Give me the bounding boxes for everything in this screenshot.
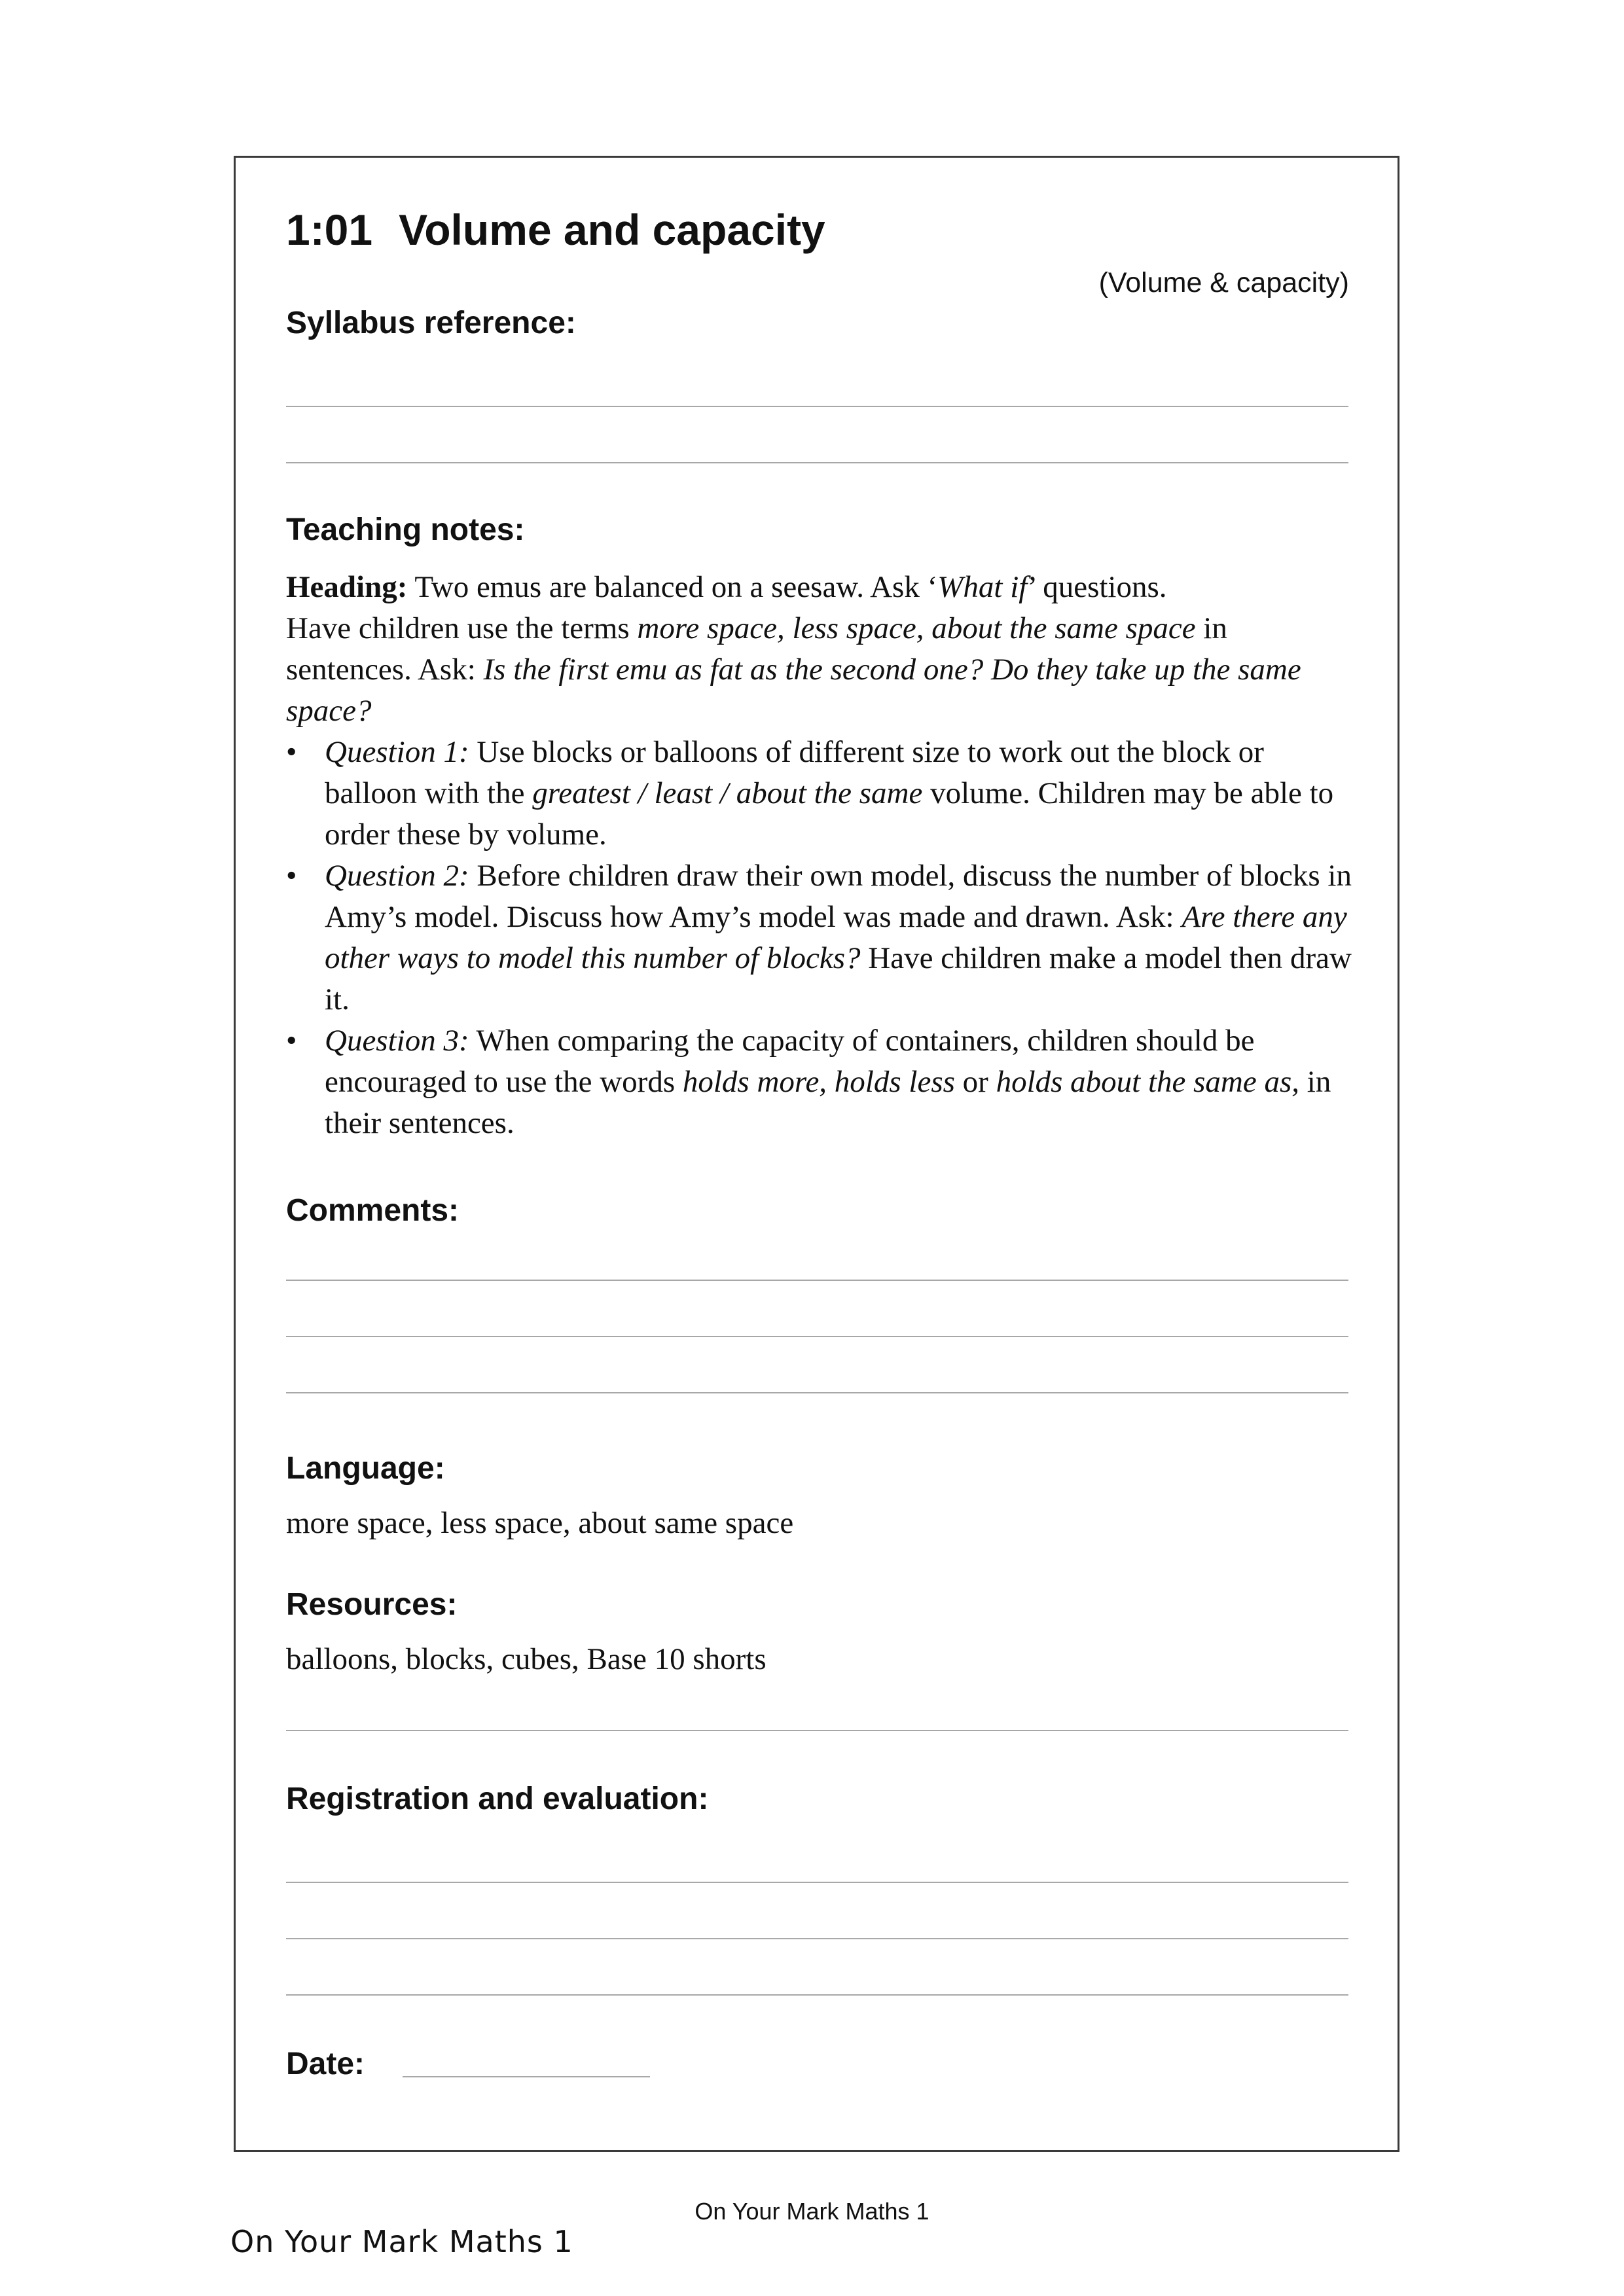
question-1-note: • Question 1: Use blocks or balloons of different size to work out the block or balloon with the greatest / least / about the same volume. Children may be able to order these by volume. xyxy=(286,732,1360,855)
language-text: more space, less space, about same space xyxy=(286,1506,794,1540)
footer-left: On Your Mark Maths 1 xyxy=(230,2224,573,2259)
comments-line-2 xyxy=(286,1336,1348,1337)
registration-line-3 xyxy=(286,1994,1348,1996)
teaching-notes-heading: Teaching notes: xyxy=(286,512,525,547)
language-heading: Language: xyxy=(286,1451,445,1486)
date-heading: Date: xyxy=(286,2047,365,2081)
registration-heading: Registration and evaluation: xyxy=(286,1782,709,1816)
resources-heading: Resources: xyxy=(286,1587,458,1622)
lesson-title: Volume and capacity xyxy=(399,206,825,254)
bullet-icon: • xyxy=(286,859,297,893)
footer-center: On Your Mark Maths 1 xyxy=(695,2198,929,2225)
bullet-icon: • xyxy=(286,1024,297,1058)
bullet-icon: • xyxy=(286,735,297,769)
date-line xyxy=(403,2076,650,2077)
syllabus-line-2 xyxy=(286,462,1348,463)
comments-line-3 xyxy=(286,1392,1348,1393)
teaching-notes-body xyxy=(286,567,1360,1144)
comments-heading: Comments: xyxy=(286,1193,460,1228)
notes-intro: Have children use the terms more space, less space, about the same space in sentences. Ask: Is the first emu as fat as the second one? Do they take up the same space? xyxy=(286,611,1301,728)
topic-label: (Volume & capacity) xyxy=(1098,267,1349,298)
question-3-note: • Question 3: When comparing the capacity of containers, children should be encouraged to use the words holds more, holds less or holds about the same as, in their sentences. xyxy=(286,1020,1360,1144)
registration-line-1 xyxy=(286,1882,1348,1883)
question-2-note: • Question 2: Before children draw their own model, discuss the number of blocks in Amy’s model. Discuss how Amy’s model was made and drawn. Ask: Are there any other ways to model this number of blocks? Have children make a model then draw it. xyxy=(286,855,1360,1020)
question-list xyxy=(286,732,1360,1144)
lesson-number: 1:01 xyxy=(286,206,373,254)
notes-heading-line: Heading: Two emus are balanced on a seesaw. Ask ‘What if’ questions. xyxy=(286,570,1167,604)
syllabus-line-1 xyxy=(286,406,1348,407)
syllabus-heading: Syllabus reference: xyxy=(286,306,576,340)
page-title xyxy=(286,206,825,254)
registration-line-2 xyxy=(286,1938,1348,1939)
resources-line xyxy=(286,1730,1348,1731)
worksheet-frame xyxy=(234,156,1399,2152)
comments-line-1 xyxy=(286,1280,1348,1281)
resources-text: balloons, blocks, cubes, Base 10 shorts xyxy=(286,1642,767,1676)
